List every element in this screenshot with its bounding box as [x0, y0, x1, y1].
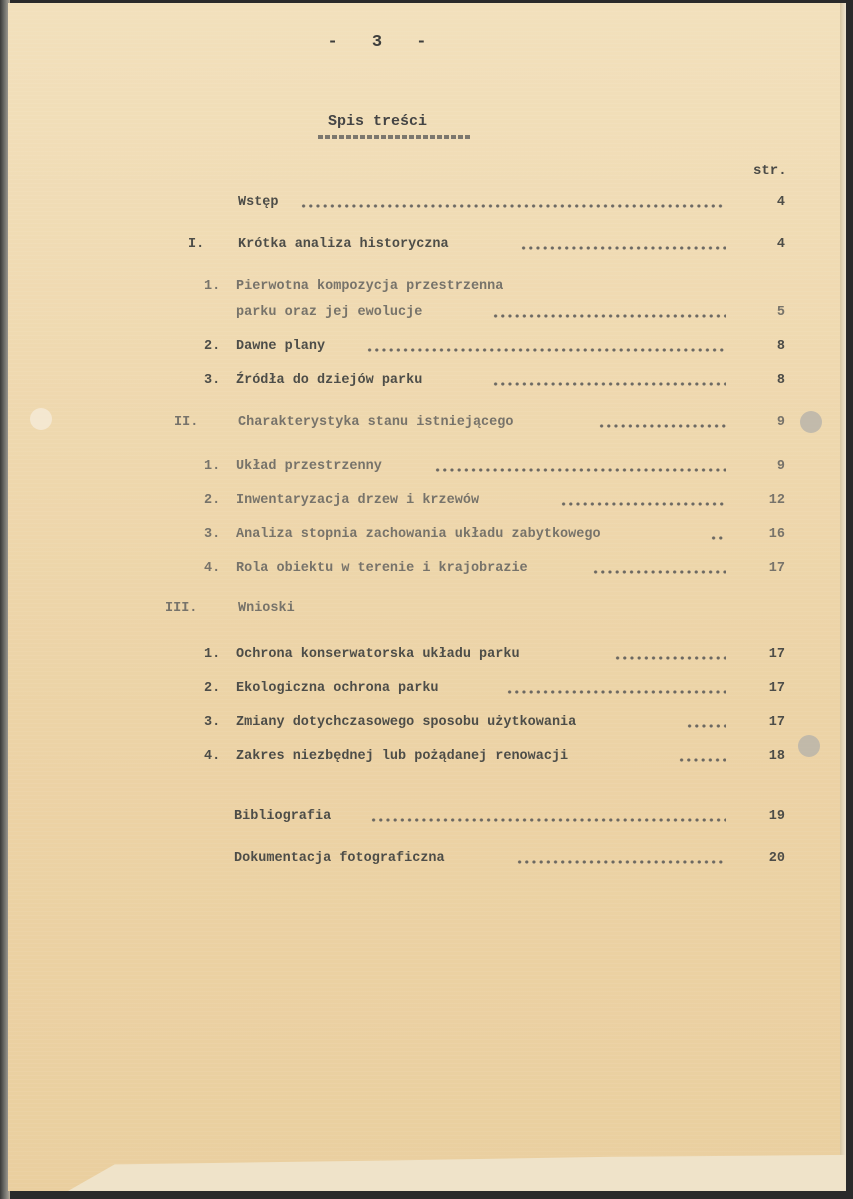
- toc-number: II.: [174, 415, 199, 430]
- toc-label: Ekologiczna ochrona parku: [236, 681, 439, 696]
- toc-entry: [8, 561, 846, 581]
- toc-label: Analiza stopnia zachowania układu zabytkowego: [236, 527, 601, 542]
- dot-leader: [592, 570, 726, 574]
- toc-entry: [8, 493, 846, 513]
- toc-number: 4.: [204, 561, 221, 576]
- toc-entry: [8, 339, 846, 359]
- dot-leader: [614, 656, 726, 660]
- toc-number: 3.: [204, 527, 221, 542]
- toc-label: Wnioski: [238, 601, 295, 616]
- dot-leader: [598, 424, 726, 428]
- toc-page: 17: [768, 647, 785, 662]
- dot-leader: [492, 314, 726, 318]
- paper-fold: [68, 1153, 846, 1191]
- toc-entry: [8, 373, 846, 393]
- page-column-header: str.: [753, 163, 787, 179]
- toc-entry: [8, 237, 846, 257]
- toc-entry: [8, 749, 846, 769]
- toc-number: 3.: [204, 373, 221, 388]
- toc-entry: [8, 415, 846, 435]
- toc-page: 19: [768, 809, 785, 824]
- toc-number: 2.: [204, 339, 221, 354]
- toc-label: Charakterystyka stanu istniejącego: [238, 415, 514, 430]
- toc-page: 17: [768, 681, 785, 696]
- toc-entry: [8, 279, 846, 299]
- toc-page: 20: [768, 851, 785, 866]
- toc-page: 5: [776, 305, 785, 320]
- toc-label: Zakres niezbędnej lub pożądanej renowacji: [236, 749, 569, 764]
- page-title: Spis treści: [328, 113, 428, 130]
- toc-label: Dokumentacja fotograficzna: [234, 851, 445, 866]
- toc-number: 2.: [204, 681, 221, 696]
- page-number: - 3 -: [327, 33, 439, 52]
- toc-entry: [8, 681, 846, 701]
- toc-number: 1.: [204, 279, 221, 294]
- dot-leader: [678, 758, 726, 762]
- toc-entry: [8, 459, 846, 479]
- dot-leader: [520, 246, 726, 250]
- toc-page: 9: [776, 459, 785, 474]
- toc-entry: [8, 195, 846, 215]
- dot-leader: [300, 204, 726, 208]
- toc-label: Krótka analiza historyczna: [238, 237, 449, 252]
- toc-page: 8: [776, 373, 785, 388]
- toc-entry: [8, 715, 846, 735]
- toc-page: 17: [768, 715, 785, 730]
- document-page: [8, 3, 846, 1191]
- toc-page: 8: [776, 339, 785, 354]
- dot-leader: [686, 724, 726, 728]
- dot-leader: [366, 348, 726, 352]
- toc-entry: [8, 647, 846, 667]
- toc-entry: [8, 527, 846, 547]
- toc-number: 1.: [204, 647, 221, 662]
- toc-entry: [8, 601, 846, 621]
- dot-leader: [370, 818, 726, 822]
- dot-leader: [560, 502, 726, 506]
- toc-number: III.: [165, 601, 198, 616]
- toc-label: Pierwotna kompozycja przestrzenna: [236, 279, 504, 294]
- toc-label: Źródła do dziejów parku: [236, 373, 423, 388]
- toc-number: 4.: [204, 749, 221, 764]
- toc-label: Dawne plany: [236, 339, 326, 354]
- toc-number: I.: [188, 237, 205, 252]
- toc-label: parku oraz jej ewolucje: [236, 305, 423, 320]
- toc-entry: [8, 851, 846, 871]
- toc-page: 18: [768, 749, 785, 764]
- dot-leader: [506, 690, 726, 694]
- toc-number: 3.: [204, 715, 221, 730]
- toc-page: 9: [776, 415, 785, 430]
- dot-leader: [492, 382, 726, 386]
- toc-number: 1.: [204, 459, 221, 474]
- toc-label: Rola obiektu w terenie i krajobrazie: [236, 561, 528, 576]
- toc-page: 16: [768, 527, 785, 542]
- title-underline: [318, 135, 470, 139]
- dot-leader: [516, 860, 726, 864]
- dot-leader: [710, 536, 726, 540]
- toc-label: Inwentaryzacja drzew i krzewów: [236, 493, 480, 508]
- toc-number: 2.: [204, 493, 221, 508]
- toc-label: Bibliografia: [234, 809, 332, 824]
- toc-label: Zmiany dotychczasowego sposobu użytkowania: [236, 715, 577, 730]
- page-edge: [840, 3, 846, 1191]
- toc-page: 4: [776, 195, 785, 210]
- toc-page: 17: [768, 561, 785, 576]
- toc-label: Układ przestrzenny: [236, 459, 382, 474]
- toc-page: 12: [768, 493, 785, 508]
- toc-label: Wstęp: [238, 195, 279, 210]
- toc-page: 4: [776, 237, 785, 252]
- toc-label: Ochrona konserwatorska układu parku: [236, 647, 520, 662]
- toc-entry-continuation: [8, 305, 846, 325]
- toc-entry: [8, 809, 846, 829]
- dot-leader: [434, 468, 726, 472]
